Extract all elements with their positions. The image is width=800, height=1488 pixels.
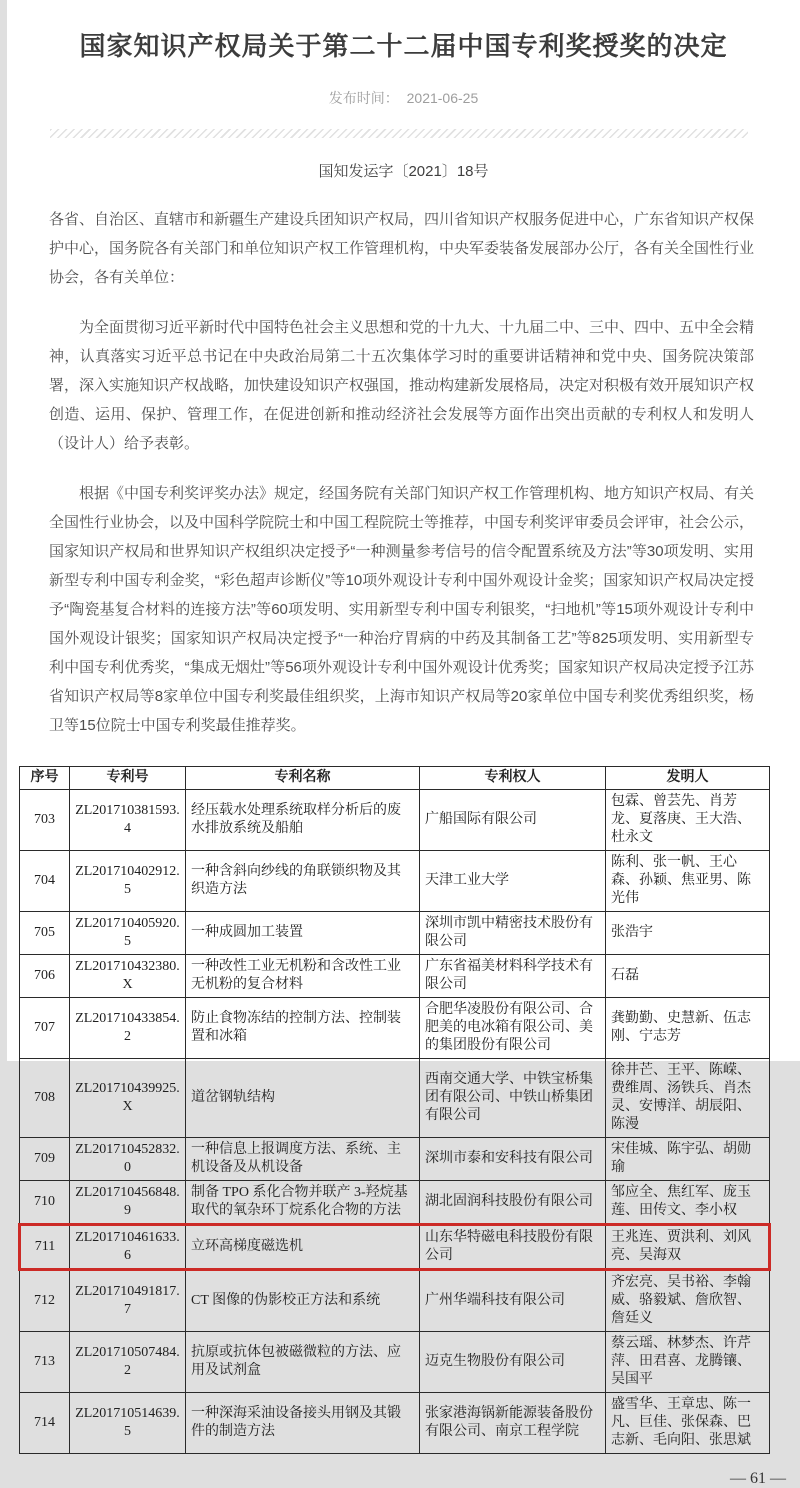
page-title: 国家知识产权局关于第二十二届中国专利奖授奖的决定 <box>79 31 728 61</box>
cell-patent_no: ZL201710456848. 9 <box>70 1181 186 1225</box>
cell-no: 703 <box>20 790 70 851</box>
table-row <box>20 1332 770 1393</box>
table-row <box>20 998 770 1059</box>
cell-inventors: 石磊 <box>606 955 770 998</box>
cell-no: 712 <box>20 1270 70 1332</box>
cell-patent_no: ZL201710452832. 0 <box>70 1138 186 1181</box>
cell-name: 道岔钢轨结构 <box>186 1059 420 1138</box>
cell-patent_no: ZL201710461633. 6 <box>70 1225 186 1270</box>
cell-inventors: 王兆连、贾洪利、刘风亮、吴海双 <box>606 1225 770 1270</box>
cell-no: 708 <box>20 1059 70 1138</box>
cell-patent_no: ZL201710405920. 5 <box>70 912 186 955</box>
cell-no: 707 <box>20 998 70 1059</box>
column-header-2: 专利号 <box>70 767 186 790</box>
document-body <box>49 205 754 740</box>
cell-patent_no: ZL201710514639. 5 <box>70 1393 186 1454</box>
cell-patent_no: ZL201710402912. 5 <box>70 851 186 912</box>
cell-owner: 深圳市泰和安科技有限公司 <box>420 1138 606 1181</box>
table-row <box>20 1138 770 1181</box>
column-header-3: 专利名称 <box>186 767 420 790</box>
table-row <box>20 1393 770 1454</box>
cell-name: 抗原或抗体包被磁微粒的方法、应用及试剂盒 <box>186 1332 420 1393</box>
cell-name: 立环高梯度磁选机 <box>186 1225 420 1270</box>
cell-inventors: 龚勤勤、史慧新、伍志刚、宁志芳 <box>606 998 770 1059</box>
column-header-4: 专利权人 <box>420 767 606 790</box>
cell-patent_no: ZL201710432380. X <box>70 955 186 998</box>
cell-name: 一种信息上报调度方法、系统、主机设备及从机设备 <box>186 1138 420 1181</box>
publish-time-label: 发布时间： <box>328 90 399 106</box>
cell-name: 经压载水处理系统取样分析后的废水排放系统及船舶 <box>186 790 420 851</box>
cell-name: 一种改性工业无机粉和含改性工业无机粉的复合材料 <box>186 955 420 998</box>
cell-name: 一种含斜向纱线的角联锁织物及其织造方法 <box>186 851 420 912</box>
patent-award-table <box>18 766 771 1454</box>
table-row <box>20 1270 770 1332</box>
column-header-5: 发明人 <box>606 767 770 790</box>
cell-inventors: 盛雪华、王章忠、陈一凡、巨佳、张保森、巴志新、毛向阳、张思斌 <box>606 1393 770 1454</box>
cell-no: 706 <box>20 955 70 998</box>
publish-time <box>7 88 800 108</box>
cell-name: 防止食物冻结的控制方法、控制装置和冰箱 <box>186 998 420 1059</box>
publish-time-value: 2021-06-25 <box>406 90 479 106</box>
document-number: 国知发运字〔2021〕18号 <box>318 163 489 180</box>
cell-inventors: 邹应全、焦红军、庞玉莲、田传文、李小权 <box>606 1181 770 1225</box>
cell-inventors: 徐井芒、王平、陈嵘、费维周、汤铁兵、肖杰灵、安博洋、胡辰阳、陈漫 <box>606 1059 770 1138</box>
cell-owner: 广东省福美材料科学技术有限公司 <box>420 955 606 998</box>
cell-inventors: 陈利、张一帆、王心森、孙颖、焦亚男、陈光伟 <box>606 851 770 912</box>
body-paragraph-1: 各省、自治区、直辖市和新疆生产建设兵团知识产权局，四川省知识产权服务促进中心，广东省知识产权保护中心，国务院各有关部门和单位知识产权工作管理机构，中央军委装备发展部办公厅，各有关全国性行业协会，各有关单位： <box>49 211 755 286</box>
cell-inventors: 齐宏亮、吴书裕、李翰威、骆毅斌、詹欣智、詹廷义 <box>606 1270 770 1332</box>
cell-no: 710 <box>20 1181 70 1225</box>
table-row-highlighted <box>20 1225 770 1270</box>
cell-no: 709 <box>20 1138 70 1181</box>
cell-owner: 深圳市凯中精密技术股份有限公司 <box>420 912 606 955</box>
cell-inventors: 宋佳城、陈宇弘、胡勋瑜 <box>606 1138 770 1181</box>
cell-owner: 山东华特磁电科技股份有限公司 <box>420 1225 606 1270</box>
cell-patent_no: ZL201710381593. 4 <box>70 790 186 851</box>
table-row <box>20 1059 770 1138</box>
document-page <box>7 0 800 1487</box>
cell-no: 704 <box>20 851 70 912</box>
table-row <box>20 790 770 851</box>
cell-name: 制备 TPO 系化合物并联产 3-羟烷基取代的氧杂环丁烷系化合物的方法 <box>186 1181 420 1225</box>
body-paragraph-3: 根据《中国专利奖评奖办法》规定，经国务院有关部门知识产权工作管理机构、地方知识产权局、有关全国性行业协会，以及中国科学院院士和中国工程院院士等推荐，中国专利奖评审委员会评审，社会公示，国家知识产权局和世界知识产权组织决定授予“一种测量参考信号的信令配置系统及方法”等30项发明、实用新型专利中国专利金奖，“彩色超声诊断仪”等10项外观设计专利中国外观设计金奖；国家知识产权局决定授予“陶瓷基复合材料的连接方法”等60项发明、实用新型专利中国专利银奖，“扫地机”等15项外观设计专利中国外观设计银奖；国家知识产权局决定授予“一种治疗胃病的中药及其制备工艺”等825项发明、实用新型专利中国专利优秀奖，“集成无烟灶”等56项外观设计专利中国外观设计优秀奖；国家知识产权局决定授予江苏省知识产权局等8家单位中国专利奖最佳组织奖，上海市知识产权局等20家单位中国专利奖优秀组织奖，杨卫等15位院士中国专利奖最佳推荐奖。 <box>49 485 755 734</box>
cell-patent_no: ZL201710433854. 2 <box>70 998 186 1059</box>
body-paragraph-2: 为全面贯彻习近平新时代中国特色社会主义思想和党的十九大、十九届二中、三中、四中、五中全会精神，认真落实习近平总书记在中央政治局第二十五次集体学习时的重要讲话精神和党中央、国务院决策部署，深入实施知识产权战略，加快建设知识产权强国，推动构建新发展格局，决定对积极有效开展知识产权创造、运用、保护、管理工作，在促进创新和推动经济社会发展等方面作出突出贡献的专利权人和发明人（设计人）给予表彰。 <box>49 319 755 452</box>
cell-inventors: 张浩宇 <box>606 912 770 955</box>
cell-inventors: 包霖、曾芸先、肖芳龙、夏落庚、王大浩、杜永文 <box>606 790 770 851</box>
cell-no: 713 <box>20 1332 70 1393</box>
cell-owner: 广州华端科技有限公司 <box>420 1270 606 1332</box>
cell-owner: 天津工业大学 <box>420 851 606 912</box>
table-row <box>20 912 770 955</box>
cell-name: 一种成圆加工装置 <box>186 912 420 955</box>
hatched-divider <box>50 129 748 138</box>
cell-patent_no: ZL201710439925. X <box>70 1059 186 1138</box>
page-number: — 61 — <box>730 1470 786 1487</box>
cell-owner: 广船国际有限公司 <box>420 790 606 851</box>
cell-name: CT 图像的伪影校正方法和系统 <box>186 1270 420 1332</box>
cell-name: 一种深海采油设备接头用钢及其锻件的制造方法 <box>186 1393 420 1454</box>
table-row <box>20 851 770 912</box>
cell-owner: 湖北固润科技股份有限公司 <box>420 1181 606 1225</box>
column-header-1: 序号 <box>20 767 70 790</box>
cell-patent_no: ZL201710491817. 7 <box>70 1270 186 1332</box>
cell-no: 711 <box>20 1225 70 1270</box>
cell-owner: 张家港海锅新能源装备股份有限公司、南京工程学院 <box>420 1393 606 1454</box>
table-row <box>20 1181 770 1225</box>
table-row <box>20 955 770 998</box>
cell-no: 705 <box>20 912 70 955</box>
cell-patent_no: ZL201710507484. 2 <box>70 1332 186 1393</box>
cell-inventors: 蔡云瑶、林梦杰、许芹萍、田君喜、龙腾镶、吴国平 <box>606 1332 770 1393</box>
cell-owner: 西南交通大学、中铁宝桥集团有限公司、中铁山桥集团有限公司 <box>420 1059 606 1138</box>
table-header-row <box>20 767 770 790</box>
cell-no: 714 <box>20 1393 70 1454</box>
cell-owner: 合肥华凌股份有限公司、合肥美的电冰箱有限公司、美的集团股份有限公司 <box>420 998 606 1059</box>
cell-owner: 迈克生物股份有限公司 <box>420 1332 606 1393</box>
